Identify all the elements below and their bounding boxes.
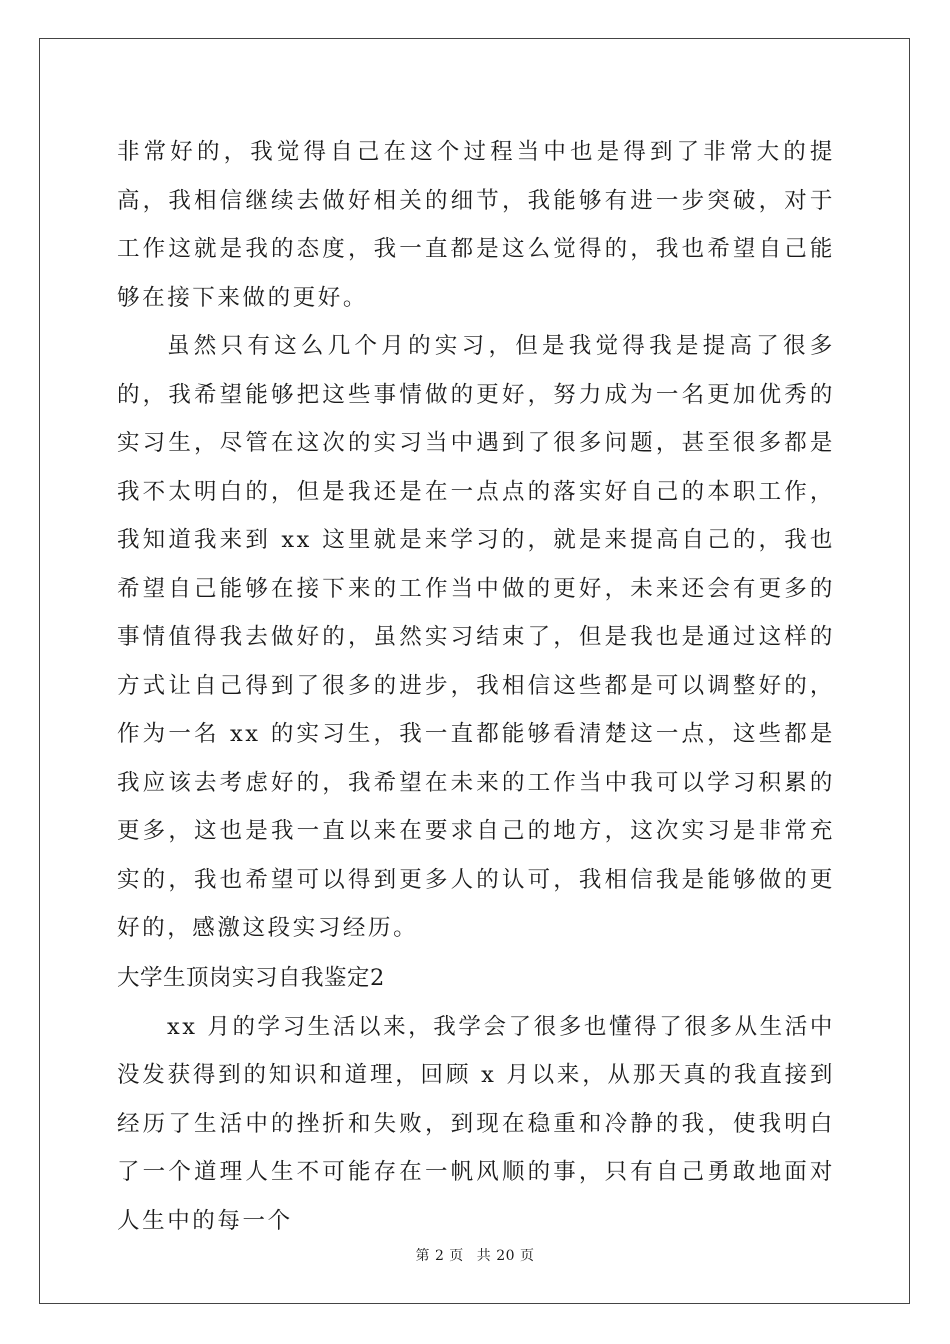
- section-heading: 大学生顶岗实习自我鉴定2: [117, 964, 385, 991]
- page-footer: [0, 1245, 950, 1265]
- page-number: 第 2 页: [415, 1248, 464, 1264]
- document-body: [117, 128, 835, 1245]
- page-total: 共 20 页: [476, 1248, 535, 1264]
- paragraph-3: xx 月的学习生活以来，我学会了很多也懂得了很多从生活中没发获得到的知识和道理，回顾 x 月以来，从那天真的我直接到经历了生活中的挫折和失败，到现在稳重和冷静的我，使我明白了一个道理人生不可能存在一帆风顺的事，只有自己勇敢地面对人生中的每一个: [117, 1013, 835, 1234]
- paragraph-2: 虽然只有这么几个月的实习，但是我觉得我是提高了很多的，我希望能够把这些事情做的更好，努力成为一名更加优秀的实习生，尽管在这次的实习当中遇到了很多问题，甚至很多都是我不太明白的，但是我还是在一点点的落实好自己的本职工作，我知道我来到 xx 这里就是来学习的，就是来提高自己的，我也希望自己能够在接下来的工作当中做的更好，未来还会有更多的事情值得我去做好的，虽然实习结束了，但是我也是通过这样的方式让自己得到了很多的进步，我相信这些都是可以调整好的，作为一名 xx 的实习生，我一直都能够看清楚这一点，这些都是我应该去考虑好的，我希望在未来的工作当中我可以学习积累的更多，这也是我一直以来在要求自己的地方，这次实习是非常充实的，我也希望可以得到更多人的认可，我相信我是能够做的更好的，感激这段实习经历。: [117, 333, 835, 941]
- paragraph-1: 非常好的，我觉得自己在这个过程当中也是得到了非常大的提高，我相信继续去做好相关的细节，我能够有进一步突破，对于工作这就是我的态度，我一直都是这么觉得的，我也希望自己能够在接下来做的更好。: [117, 139, 835, 311]
